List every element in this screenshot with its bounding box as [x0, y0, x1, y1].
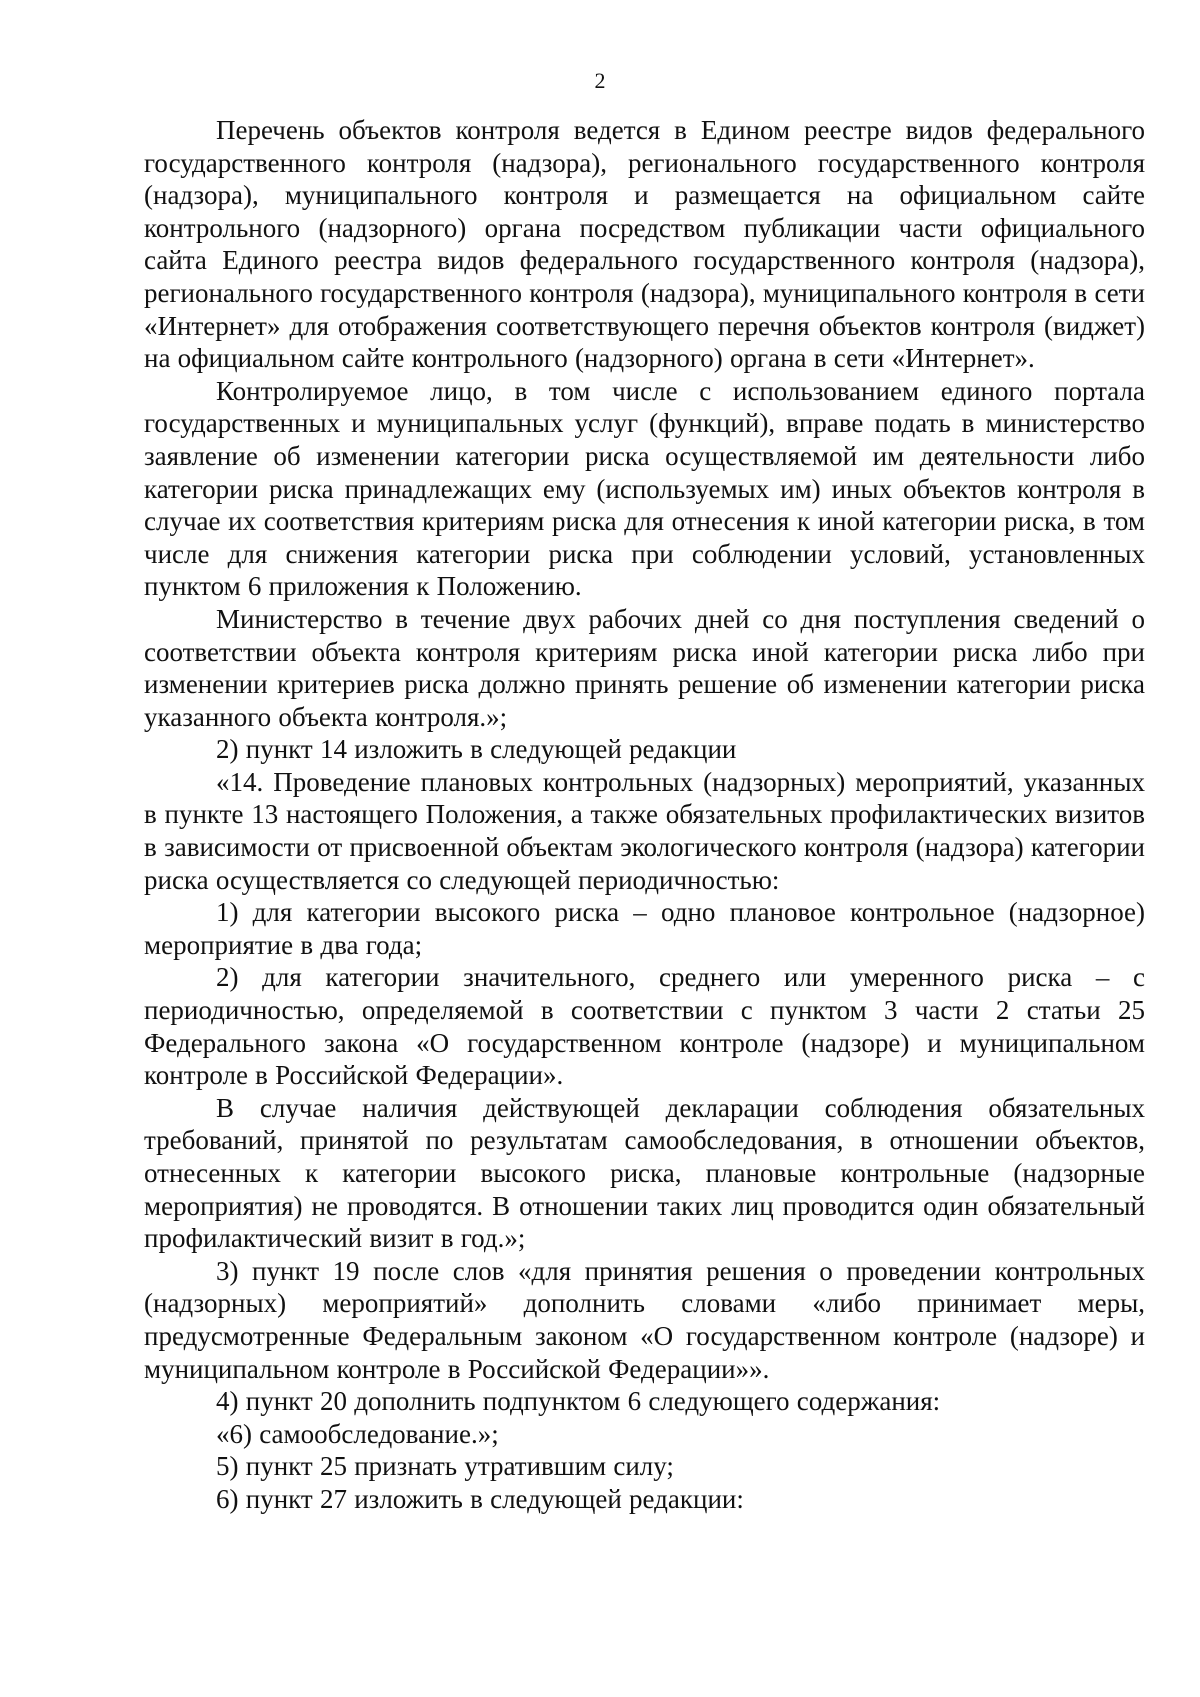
- paragraph-point-14: «14. Проведение плановых контрольных (надзорных) мероприятий, указанных в пункте 13 настоящего Положения, а также обязательных профилактических визитов в зависимости от присвоенной объектам экологического контроля (надзора) категории риска осуществляется со следующей периодичностью:: [144, 766, 1145, 895]
- paragraph-self-inspection: «6) самообследование.»;: [216, 1418, 499, 1449]
- paragraph-controlled-person: Контролируемое лицо, в том числе с использованием единого портала государственных и муниципальных услуг (функций), вправе подать в министерство заявление об изменении категории риска осуществляемой им деятельности либо категории риска принадлежащих ему (используемых им) иных объектов контроля в случае их соответствия критериям риска для отнесения к иной категории риска, в том числе для снижения категории риска при соблюдении условий, установленных пунктом 6 приложения к Положению.: [144, 375, 1145, 602]
- paragraph-item-5: 5) пункт 25 признать утратившим силу;: [216, 1451, 674, 1482]
- paragraph-item-4: 4) пункт 20 дополнить подпунктом 6 следующего содержания:: [216, 1386, 941, 1417]
- paragraph-item-3: 3) пункт 19 после слов «для принятия решения о проведении контрольных (надзорных) мероприятий» дополнить словами «либо принимает меры, предусмотренные Федеральным законом «О государственном контроле (надзоре) и муниципальном контроле в Российской Федерации»».: [144, 1255, 1145, 1384]
- paragraph-high-risk: 1) для категории высокого риска – одно плановое контрольное (надзорное) мероприятие в два года;: [144, 897, 1145, 960]
- document-body: [144, 114, 1145, 1516]
- paragraph-ministry-decision: Министерство в течение двух рабочих дней со дня поступления сведений о соответствии объекта контроля критериям риска иной категории риска либо при изменении критериев риска должно принять решение об изменении категории риска указанного объекта контроля.»;: [144, 603, 1145, 732]
- paragraph-item-2: 2) пункт 14 изложить в следующей редакции: [216, 734, 737, 765]
- paragraph-item-6: 6) пункт 27 изложить в следующей редакции:: [216, 1483, 744, 1514]
- paragraph-other-risk: 2) для категории значительного, среднего или умеренного риска – с периодичностью, определяемой в соответствии с пунктом 3 части 2 статьи 25 Федерального закона «О государственном контроле (надзоре) и муниципальном контроле в Российской Федерации».: [144, 962, 1145, 1091]
- paragraph-declaration: В случае наличия действующей декларации соблюдения обязательных требований, принятой по результатам самообследования, в отношении объектов, отнесенных к категории высокого риска, плановые контрольные (надзорные мероприятия) не проводятся. В отношении таких лиц проводится один обязательный профилактический визит в год.»;: [144, 1092, 1145, 1254]
- page-number: 2: [594, 68, 606, 93]
- paragraph-objects-list: Перечень объектов контроля ведется в Едином реестре видов федерального государственного контроля (надзора), регионального государственного контроля (надзора), муниципального контроля и размещается на официальном сайте контрольного (надзорного) органа посредством публикации части официального сайта Единого реестра видов федерального государственного контроля (надзора), регионального государственного контроля (надзора), муниципального контроля в сети «Интернет» для отображения соответствующего перечня объектов контроля (виджет) на официальном сайте контрольного (надзорного) органа в сети «Интернет».: [144, 115, 1145, 374]
